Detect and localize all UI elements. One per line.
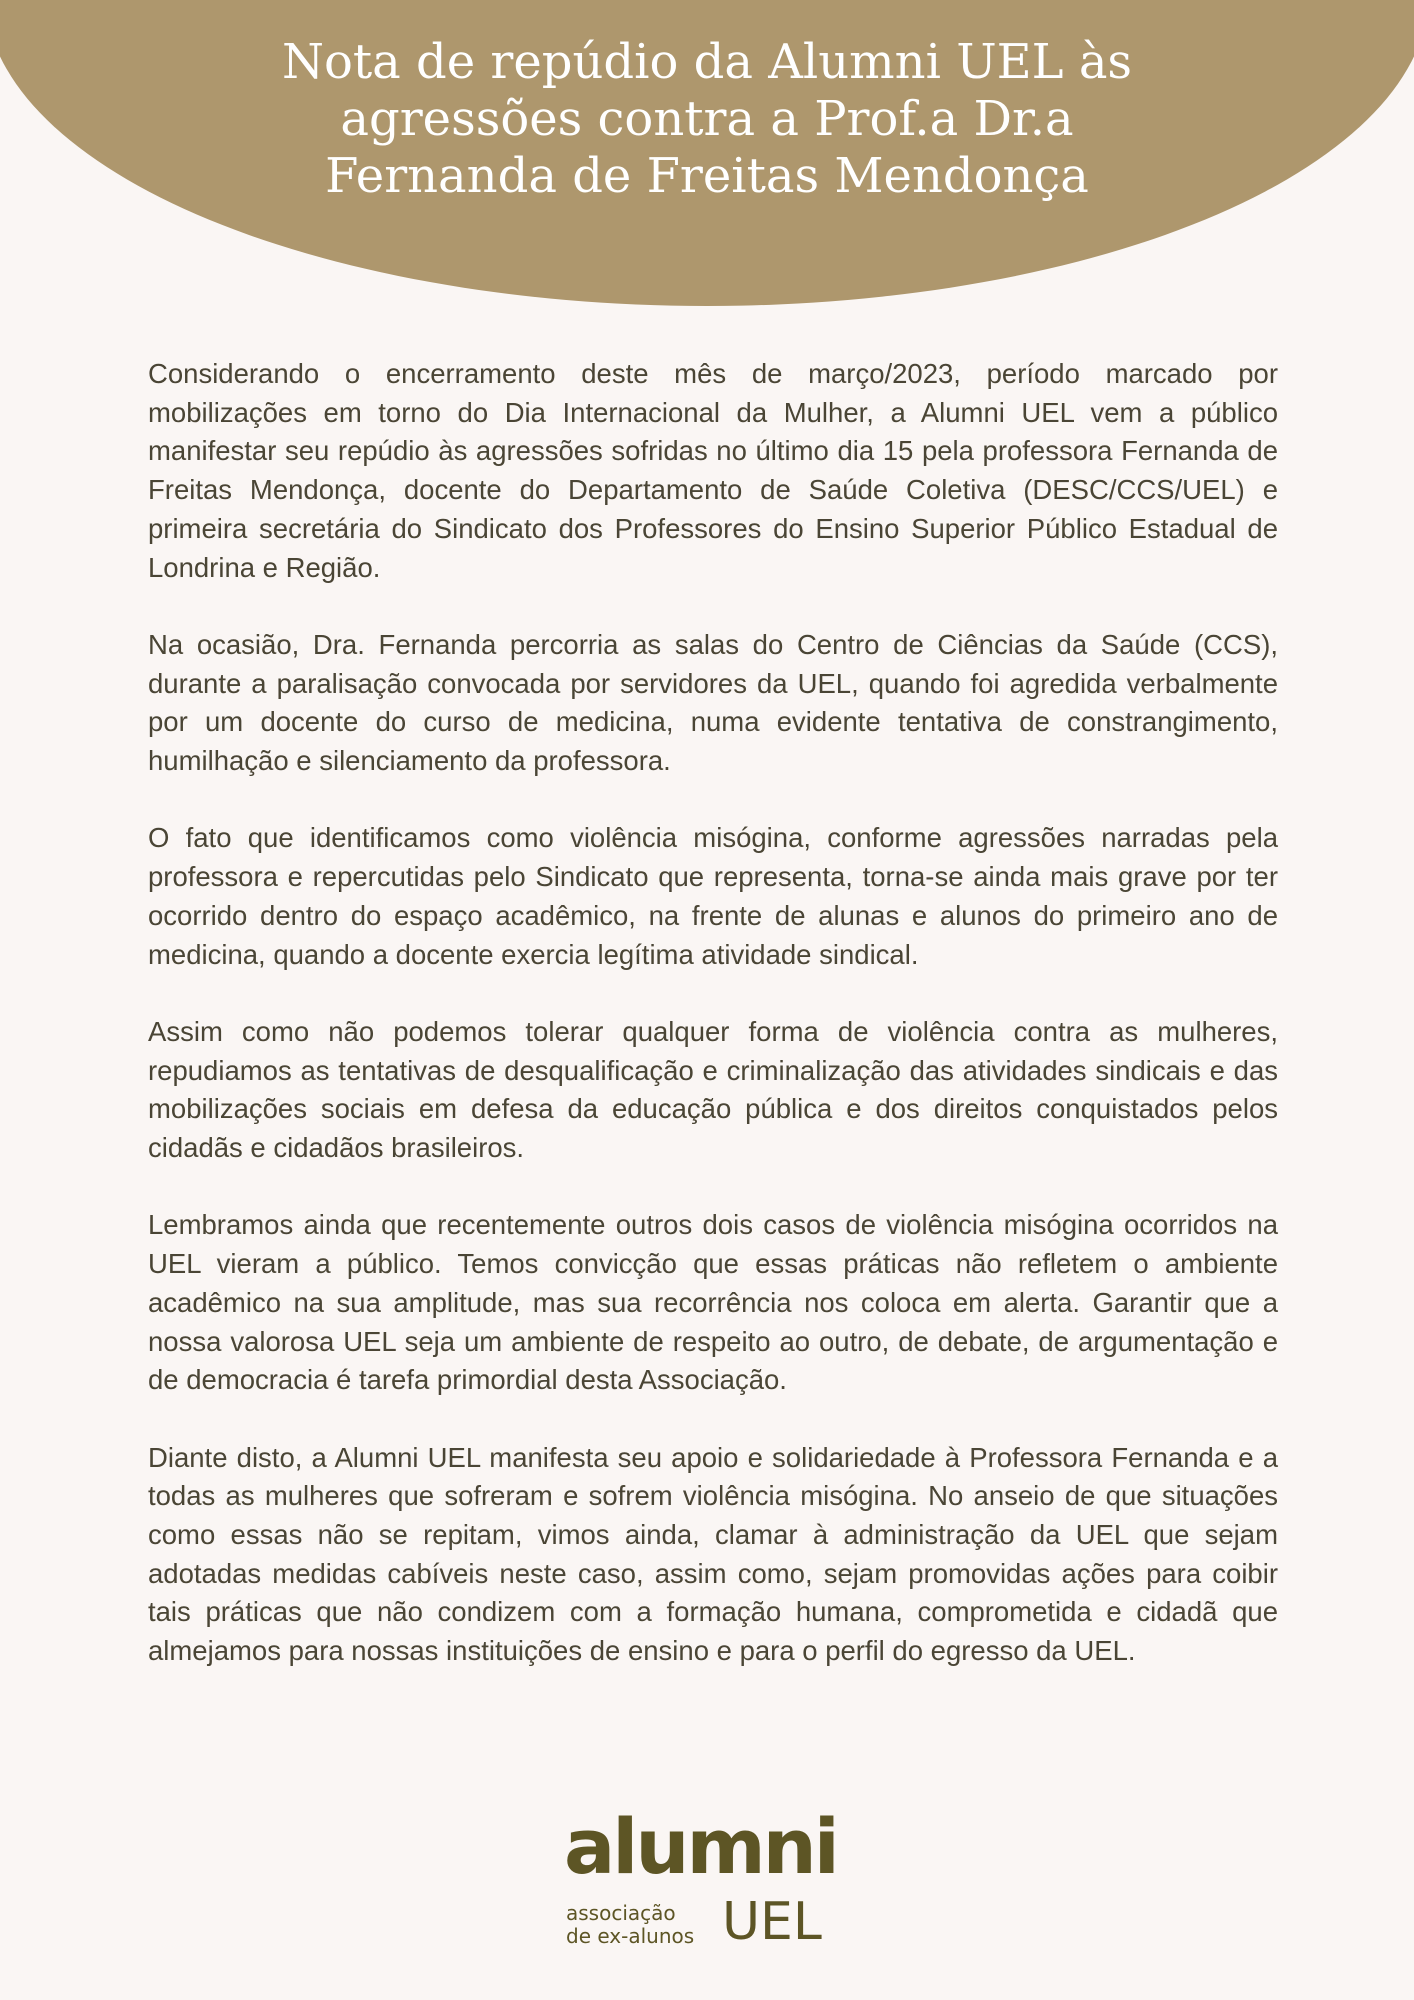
page-title (200, 34, 1214, 205)
logo-subtitle-line: associação (566, 1901, 676, 1925)
title-line: agressões contra a Prof.a Dr.a (340, 91, 1074, 147)
paragraph: Na ocasião, Dra. Fernanda percorria as salas do Centro de Ciências da Saúde (CCS), durante a paralisação convocada por servidores da UEL, quando foi agredida verbalmente por um docente do curso de medicina, numa evidente tentativa de constrangimento, humilhação e silenciamento da professora. (148, 628, 1278, 777)
statement-body (148, 355, 1278, 1710)
paragraph: O fato que identificamos como violência misógina, conforme agressões narradas pela professora e repercutidas pelo Sindicato que representa, torna-se ainda mais grave por ter ocorrido dentro do espaço acadêmico, na frente de alunas e alunos do primeiro ano de medicina, quando a docente exercia legítima atividade sindical. (148, 822, 1278, 970)
paragraph: Lembramos ainda que recentemente outros dois casos de violência misógina ocorridos na UEL vieram a público. Temos convicção que essas práticas não refletem o ambiente acadêmico na sua amplitude, mas sua recorrência nos coloca em alerta. Garantir que a nossa valorosa UEL seja um ambiente de respeito ao outro, de debate, de argumentação e de democracia é tarefa primordial desta Associação. (148, 1209, 1278, 1396)
paragraph: Considerando o encerramento deste mês de março/2023, período marcado por mobilizações em torno do Dia Internacional da Mulher, a Alumni UEL vem a público manifestar seu repúdio às agressões sofridas no último dia 15 pela professora Fernanda de Freitas Mendonça, docente do Departamento de Saúde Coletiva (DESC/CCS/UEL) e primeira secretária do Sindicato dos Professores do Ensino Superior Público Estadual de Londrina e Região. (148, 358, 1278, 583)
logo-uel: UEL (722, 1892, 822, 1952)
paragraph: Diante disto, a Alumni UEL manifesta seu apoio e solidariedade à Professora Fernanda e a todas as mulheres que sofreram e sofrem violência misógina. No anseio de que situações como essas não se repitam, vimos ainda, clamar à administração da UEL que sejam adotadas medidas cabíveis neste caso, assim como, sejam promovidas ações para coibir tais práticas que não condizem com a formação humana, comprometida e cidadã que almejamos para nossas instituições de ensino e para o perfil do egresso da UEL. (148, 1441, 1278, 1667)
paragraph: Assim como não podemos tolerar qualquer forma de violência contra as mulheres, repudiamos as tentativas de desqualificação e criminalização das atividades sindicais e das mobilizações sociais em defesa da educação pública e dos direitos conquistados pelos cidadãs e cidadãos brasileiros. (148, 1015, 1278, 1164)
alumni-uel-logo (560, 1802, 860, 1960)
logo-subtitle (566, 1902, 694, 1948)
title-line: Nota de repúdio da Alumni UEL às (281, 34, 1133, 90)
title-line: Fernanda de Freitas Mendonça (325, 148, 1089, 204)
logo-subtitle-line: de ex-alunos (566, 1924, 695, 1948)
logo-wordmark: alumni (564, 1802, 837, 1891)
